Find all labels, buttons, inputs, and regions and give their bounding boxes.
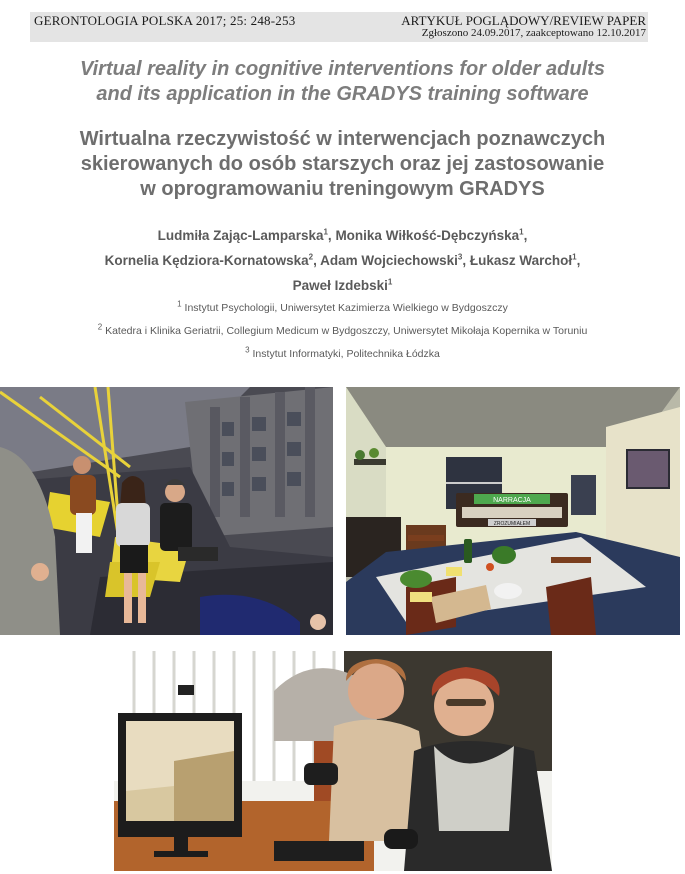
kitchen-scene-image [346,387,680,635]
author-line-3 [0,273,685,298]
affiliation-mark: 1 [177,299,182,309]
author-separator: , [462,253,470,268]
affiliation-text: Katedra i Klinika Geriatrii, Collegium Medicum w Bydgoszczy, Uniwersytet Mikołaja Kopernika w Toruniu [105,325,588,337]
author-separator: , [523,228,528,243]
author-affil-mark: 1 [572,252,577,262]
webcam [178,685,194,695]
author-separator: , [576,253,581,268]
author-separator: , [313,253,321,268]
keyboard [274,841,364,861]
title-english [0,57,685,107]
bus-scene-illustration [0,387,333,635]
author-name: Adam Wojciechowski [320,253,458,268]
affiliation-mark: 2 [97,322,103,332]
author-affil-mark: 3 [457,252,463,262]
author-name: Monika Wiłkość-Dębczyńska [335,228,520,243]
affiliation-2 [0,322,685,337]
kitchen-scene-illustration [346,387,680,635]
journal-header [30,12,648,42]
author-affil-mark: 1 [519,227,524,237]
gamepad [384,829,418,849]
author-list [0,223,685,298]
users-photo [114,651,552,871]
author-affil-mark: 2 [308,252,314,262]
affiliation-text: Instytut Informatyki, Politechnika Łódzka [252,348,440,360]
title-polish [0,127,685,202]
author-affil-mark: 1 [323,227,328,237]
affiliation-3 [0,345,685,360]
author-name: Paweł Izdebski [292,278,388,293]
author-line-1 [0,223,685,248]
submission-dates: Zgłoszono 24.09.2017, zaakceptowano 12.10.2017 [421,27,646,39]
article-type: ARTYKUŁ POGLĄDOWY/REVIEW PAPER [401,13,646,28]
journal-citation: GERONTOLOGIA POLSKA 2017; 25: 248-253 [34,13,296,28]
vr-headset [304,763,338,785]
author-separator: , [327,228,336,243]
author-name: Łukasz Warchoł [469,253,573,268]
author-affil-mark: 1 [387,277,393,287]
bus-scene-image [0,387,333,635]
narration-dialog-button: ZROZUMIAŁEM [493,521,531,527]
title-english-line-1: Virtual reality in cognitive interventions for older adults [80,58,605,80]
author-name: Ludmiła Zając-Lamparska [157,228,324,243]
author-line-2 [0,248,685,273]
title-polish-line-3: w oprogramowaniu treningowym GRADYS [140,178,545,200]
affiliation-1 [0,299,685,314]
title-polish-line-2: skierowanych do osób starszych oraz jej zastosowanie [80,153,605,175]
affiliation-mark: 3 [245,345,250,355]
narration-dialog-title: NARRACJA [493,497,531,504]
title-polish-line-1: Wirtualna rzeczywistość w interwencjach poznawczych [79,128,606,150]
affiliation-text: Instytut Psychologii, Uniwersytet Kazimierza Wielkiego w Bydgoszczy [184,302,508,314]
title-english-line-2: and its application in the GRADYS training software [96,83,589,105]
users-photo-illustration [114,651,552,871]
author-name: Kornelia Kędziora-Kornatowska [104,253,309,268]
